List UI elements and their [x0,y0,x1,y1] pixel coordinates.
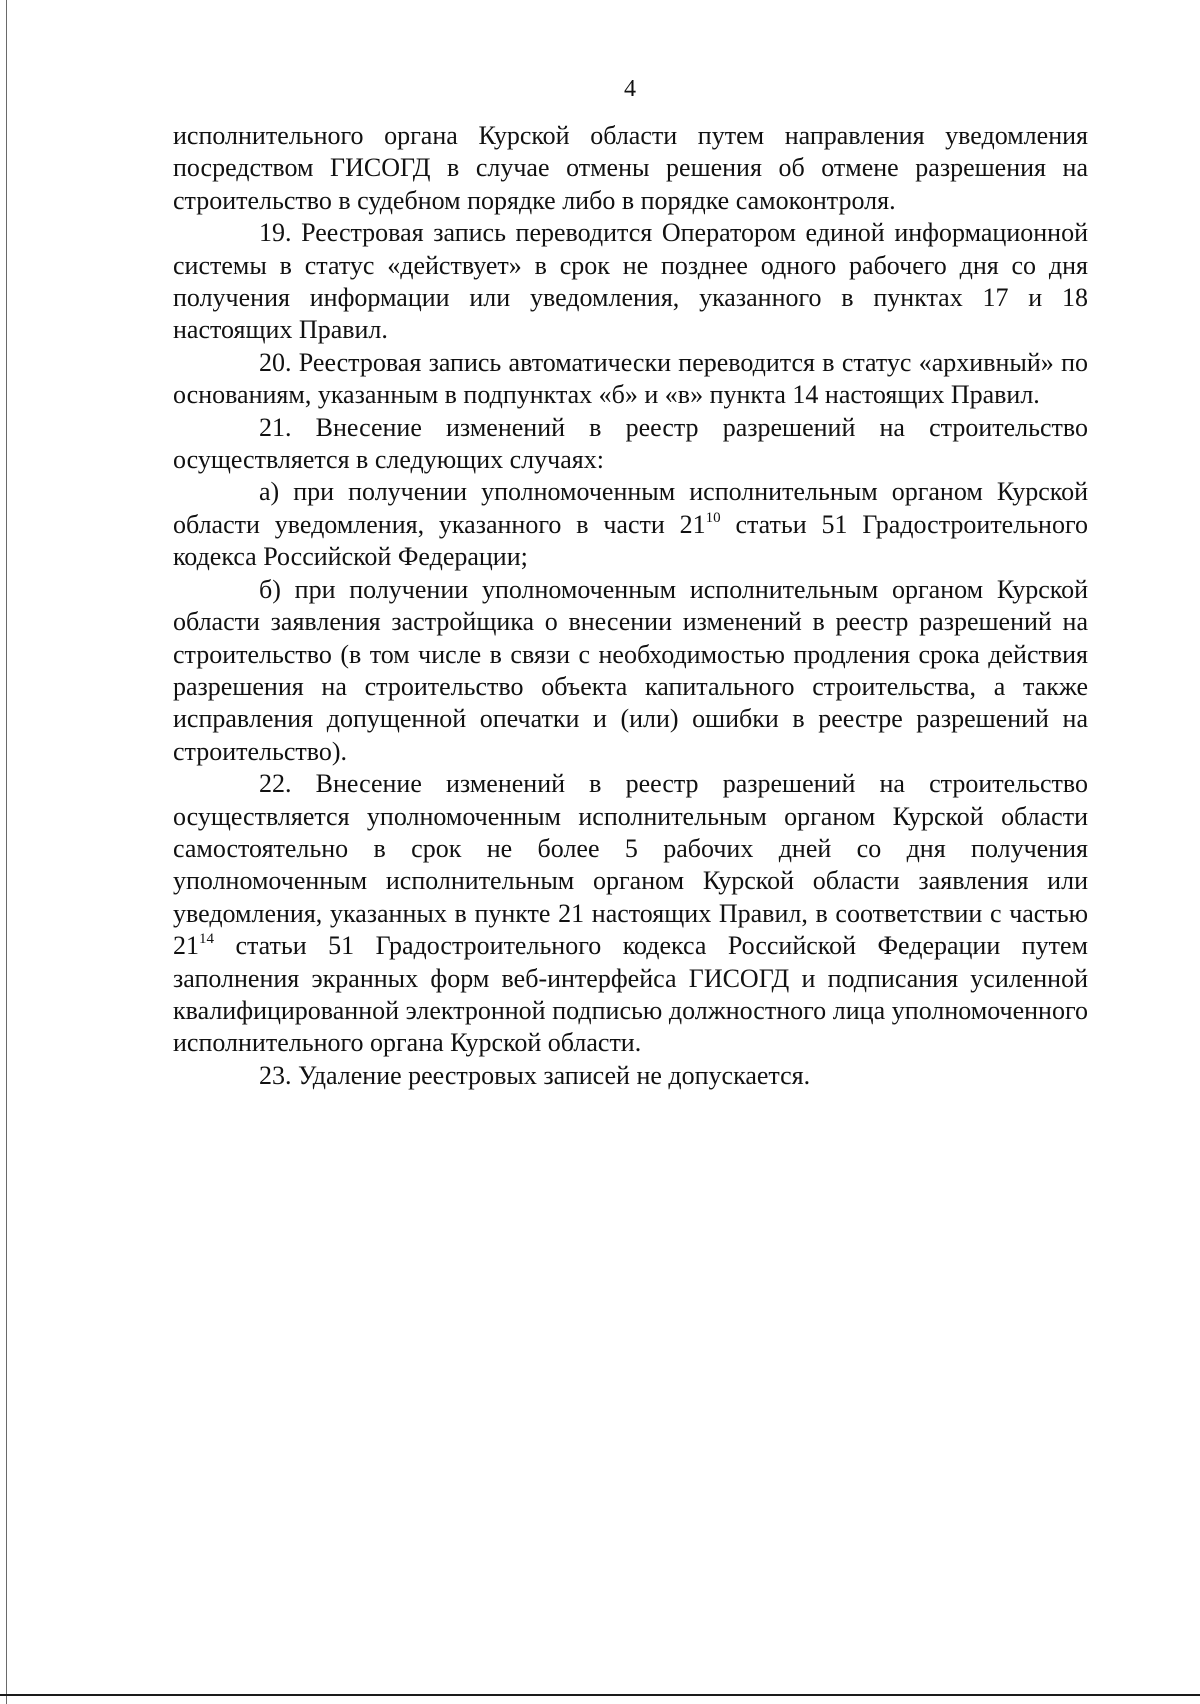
scan-edge-left [6,0,7,1704]
paragraph-20: 20. Реестровая запись автоматически переводится в статус «архивный» по основаниям, указанным в подпунктах «б» и «в» пункта 14 настоящих Правил. [173,347,1088,410]
paragraph-21-b: б) при получении уполномоченным исполнительным органом Курской области заявления застройщика о внесении изменений в реестр разрешений на строительство (в том числе в связи с необходимостью продления срока действия разрешения на строительство объекта капитального строительства, а также исправления допущенной опечатки и (или) ошибки в реестре разрешений на строительство). [173,574,1088,766]
paragraph-19: 19. Реестровая запись переводится Оператором единой информационной системы в статус «действует» в срок не позднее одного рабочего дня со дня получения информации или уведомления, указанного в пунктах 17 и 18 настоящих Правил. [173,218,1088,345]
document-body [173,120,1088,1092]
page-number: 4 [624,76,636,102]
paragraph-continuation: исполнительного органа Курской области путем направления уведомления посредством ГИСОГД в случае отмены решения об отмене разрешения на строительство в судебном порядке либо в порядке самоконтроля. [173,121,1088,215]
paragraph-23: 23. Удаление реестровых записей не допускается. [259,1060,811,1090]
superscript-10: 10 [705,509,721,526]
superscript-14: 14 [199,931,214,948]
paragraph-21-a-text-before: а) при получении уполномоченным исполнительным органом Курской области уведомления, указанного в части 21 [173,477,1088,539]
paragraph-22 [173,768,1088,1060]
paragraph-21-a-text-after: статьи 51 Градостроительного кодекса Российской Федерации; [173,509,1088,572]
paragraph-22-text-after: статьи 51 Градостроительного кодекса Российской Федерации путем заполнения экранных форм веб-интерфейса ГИСОГД и подписания усиленной квалифицированной электронной подписью должностного лица уполномоченного исполнительного органа Курской области. [173,931,1088,1058]
paragraph-21-a [173,476,1088,573]
paragraph-22-text-before: 22. Внесение изменений в реестр разрешений на строительство осуществляется уполномоченным исполнительным органом Курской области самостоятельно в срок не более 5 рабочих дней со дня получения уполномоченным исполнительным органом Курской области заявления или уведомления, указанных в пункте 21 настоящих Правил, в соответствии с частью 21 [173,769,1088,961]
scan-edge-bottom [0,1694,1200,1696]
paragraph-21: 21. Внесение изменений в реестр разрешений на строительство осуществляется в следующих случаях: [173,412,1088,475]
